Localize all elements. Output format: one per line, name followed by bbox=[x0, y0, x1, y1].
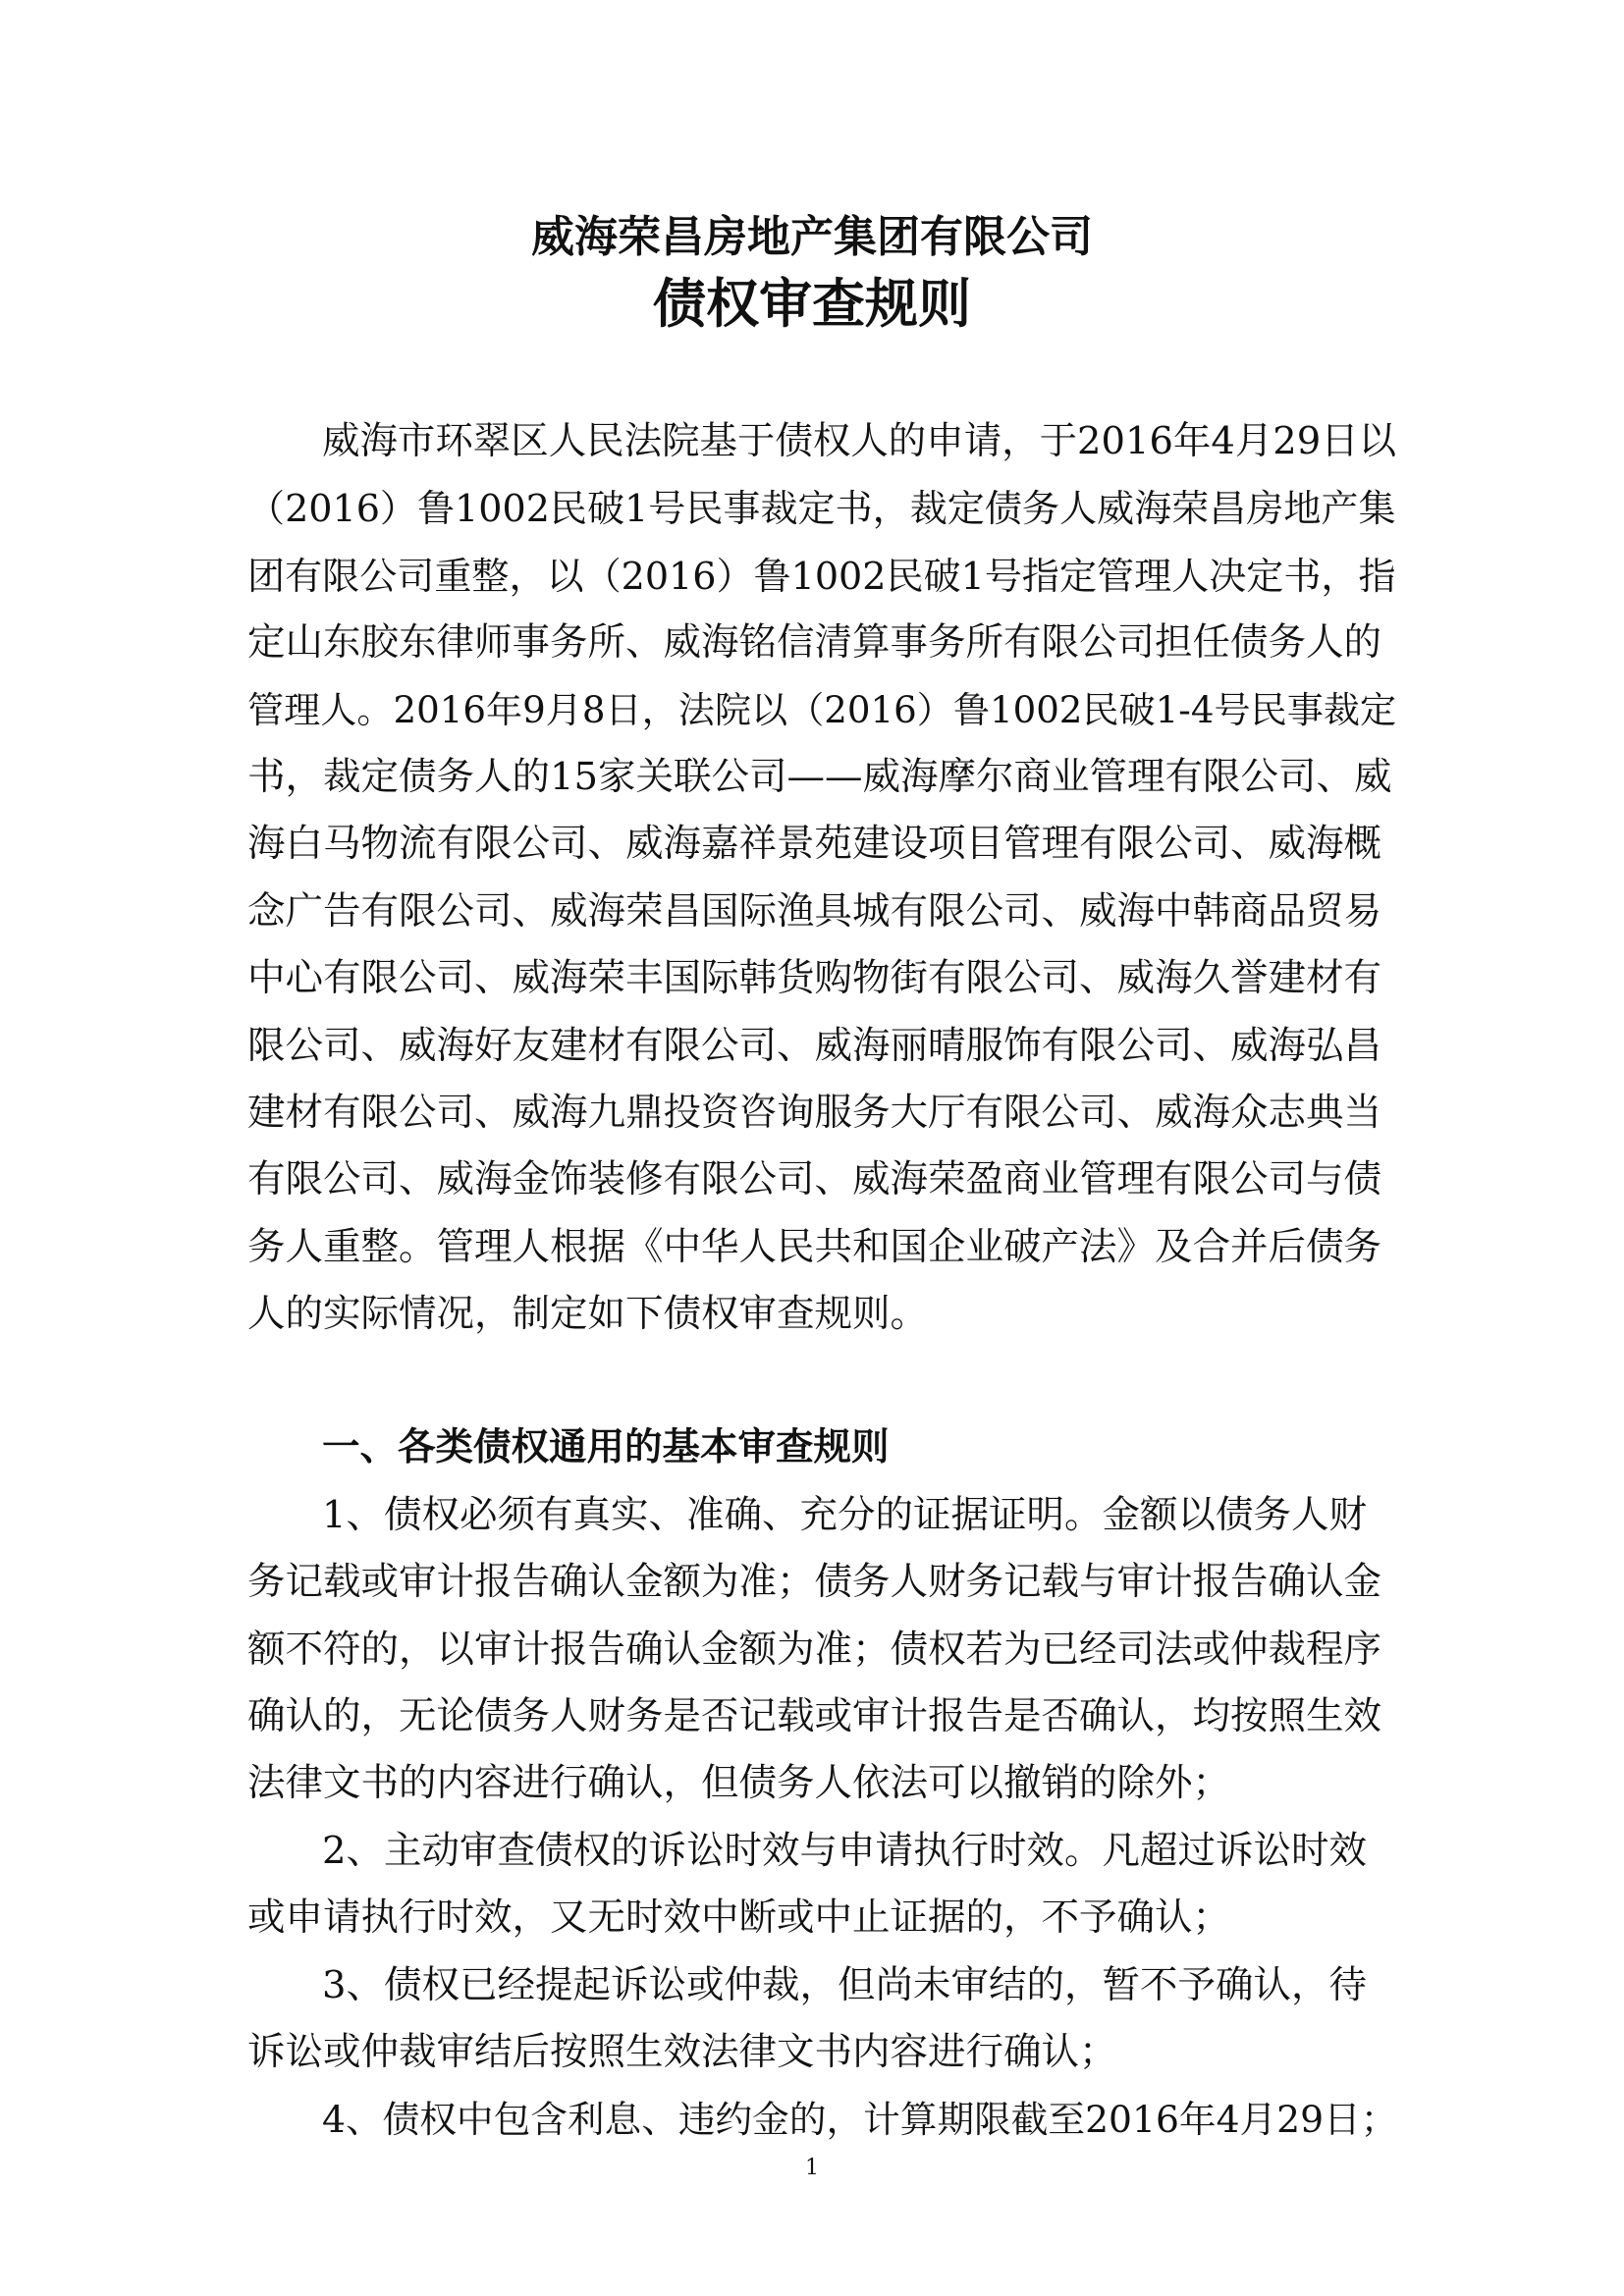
text-line: （2016）鲁1002民破1号民事裁定书，裁定债务人威海荣昌房地产集 bbox=[247, 487, 1396, 531]
text-line: 或申请执行时效，又无时效中断或中止证据的，不予确认； bbox=[247, 1896, 1231, 1941]
rule-1 bbox=[247, 1482, 1396, 1818]
document-body bbox=[247, 408, 1396, 2154]
page-number: 1 bbox=[805, 2156, 819, 2180]
text-line: 念广告有限公司、威海荣昌国际渔具城有限公司、威海中韩商品贸易 bbox=[247, 888, 1382, 934]
text-line: 4、债权中包含利息、违约金的，计算期限截至2016年4月29日； bbox=[322, 2098, 1398, 2142]
text-line: 2、主动审查债权的诉讼时效与申请执行时效。凡超过诉讼时效 bbox=[322, 1828, 1367, 1873]
text-line: 书，裁定债务人的15家关联公司——威海摩尔商业管理有限公司、威 bbox=[247, 754, 1392, 799]
intro-paragraph bbox=[247, 408, 1396, 1348]
document-title: 债权审查规则 bbox=[653, 273, 971, 335]
text-line: 法律文书的内容进行确认，但债务人依法可以撤销的除外； bbox=[247, 1761, 1231, 1806]
section-heading: 一、各类债权通用的基本审查规则 bbox=[322, 1425, 890, 1470]
text-line: 威海市环翠区人民法院基于债权人的申请，于2016年4月29日以 bbox=[322, 419, 1397, 463]
rule-3 bbox=[247, 1952, 1396, 2087]
text-line: 额不符的，以审计报告确认金额为准；债权若为已经司法或仲裁程序 bbox=[247, 1627, 1382, 1672]
text-line: 建材有限公司、威海九鼎投资咨询服务大厅有限公司、威海众志典当 bbox=[247, 1090, 1382, 1135]
text-line: 确认的，无论债务人财务是否记载或审计报告是否确认，均按照生效 bbox=[247, 1694, 1382, 1739]
rule-2 bbox=[247, 1818, 1396, 1952]
text-line: 3、债权已经提起诉讼或仲裁，但尚未审结的，暂不予确认，待 bbox=[322, 1962, 1367, 2007]
text-line: 务记载或审计报告确认金额为准；债务人财务记载与审计报告确认金 bbox=[247, 1560, 1382, 1605]
text-line: 海白马物流有限公司、威海嘉祥景苑建设项目管理有限公司、威海概 bbox=[247, 822, 1382, 867]
text-line: 诉讼或仲裁审结后按照生效法律文书内容进行确认； bbox=[247, 2029, 1117, 2074]
text-line: 定山东胶东律师事务所、威海铭信清算事务所有限公司担任债务人的 bbox=[247, 620, 1382, 666]
text-line: 中心有限公司、威海荣丰国际韩货购物街有限公司、威海久誉建材有 bbox=[247, 956, 1382, 1001]
text-line: 限公司、威海好友建材有限公司、威海丽晴服饰有限公司、威海弘昌 bbox=[247, 1023, 1382, 1068]
text-line: 团有限公司重整，以（2016）鲁1002民破1号指定管理人决定书，指 bbox=[247, 554, 1396, 598]
rule-4 bbox=[247, 2086, 1396, 2153]
company-title: 威海荣昌房地产集团有限公司 bbox=[531, 212, 1093, 262]
text-line: 管理人。2016年9月8日，法院以（2016）鲁1002民破1-4号民事裁定 bbox=[247, 688, 1397, 731]
text-line: 1、债权必须有真实、准确、充分的证据证明。金额以债务人财 bbox=[322, 1492, 1367, 1537]
text-line: 有限公司、威海金饰装修有限公司、威海荣盈商业管理有限公司与债 bbox=[247, 1157, 1382, 1202]
text-line: 务人重整。管理人根据《中华人民共和国企业破产法》及合并后债务 bbox=[247, 1224, 1382, 1269]
section-gap bbox=[247, 1348, 1396, 1415]
text-line: 人的实际情况，制定如下债权审查规则。 bbox=[247, 1292, 929, 1337]
